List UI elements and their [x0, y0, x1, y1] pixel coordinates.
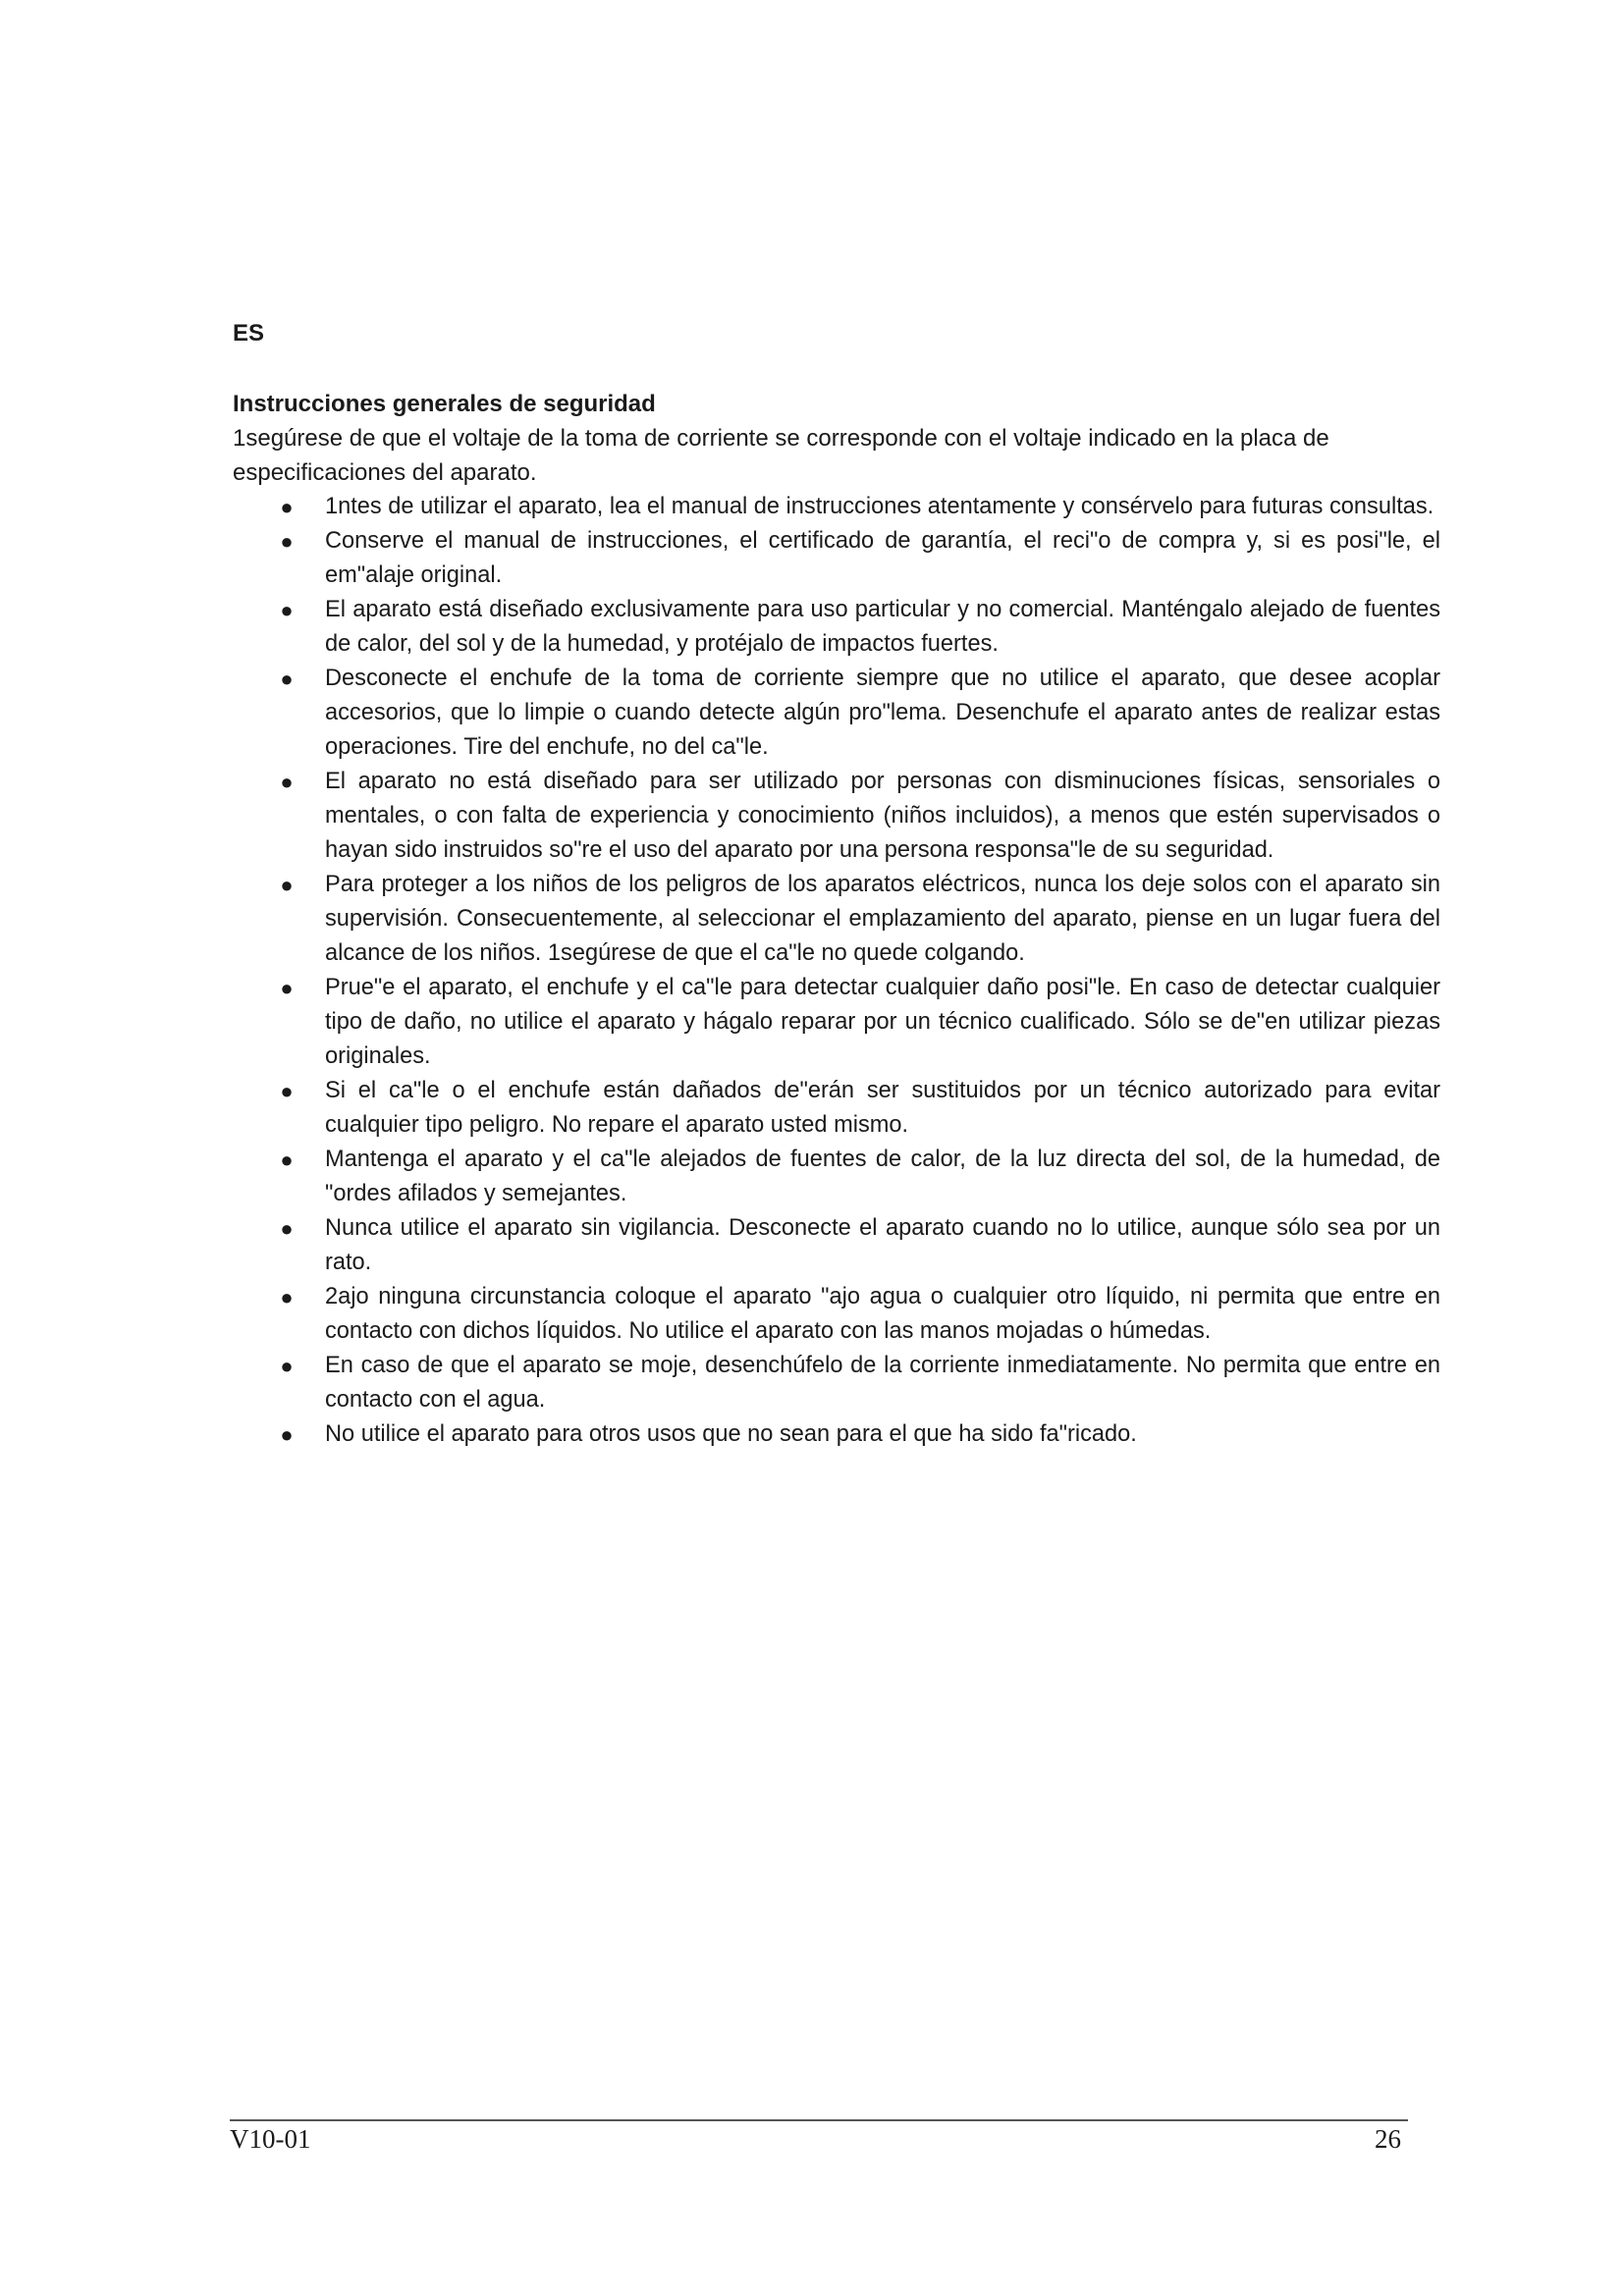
list-item-text: Para proteger a los niños de los peligros de los aparatos eléctricos, nunca los deje solos con el aparato sin supervisión. Consecuentemente, al seleccionar el emplazamiento del aparato, piense en un lugar fuera del alcance de los niños. 1segúrese de que el ca"le no quede colgando.	[325, 872, 1440, 966]
bullet-icon: ●	[280, 976, 294, 1000]
list-item-text: Nunca utilice el aparato sin vigilancia. Desconecte el aparato cuando no lo utilice, aunque sólo sea por un rato.	[325, 1215, 1440, 1275]
document-version: V10-01	[230, 2124, 311, 2154]
list-item	[233, 524, 1440, 593]
bullet-icon: ●	[280, 1079, 294, 1103]
bullet-icon: ●	[280, 529, 294, 554]
page-number: 26	[1375, 2124, 1401, 2154]
list-item	[233, 765, 1440, 868]
footer-divider	[230, 2119, 1408, 2121]
list-item-text: Prue"e el aparato, el enchufe y el ca"le para detectar cualquier daño posi"le. En caso de detectar cualquier tipo de daño, no utilice el aparato y hágalo reparar por un técnico cualificado. Sólo se de"en utilizar piezas originales.	[325, 975, 1440, 1069]
bullet-icon: ●	[280, 873, 294, 897]
list-item-text: El aparato está diseñado exclusivamente para uso particular y no comercial. Manténgalo alejado de fuentes de calor, del sol y de la humedad, y protéjalo de impactos fuertes.	[325, 597, 1440, 657]
list-item-text: No utilice el aparato para otros usos que no sean para el que ha sido fa"ricado.	[325, 1421, 1137, 1447]
safety-instructions-list	[233, 490, 1440, 1452]
bullet-icon: ●	[280, 770, 294, 794]
bullet-icon: ●	[280, 1354, 294, 1378]
language-label: ES	[233, 320, 265, 347]
bullet-icon: ●	[280, 495, 294, 519]
intro-paragraph: 1segúrese de que el voltaje de la toma de corriente se corresponde con el voltaje indicado en la placa de especificaciones del aparato.	[233, 425, 1329, 486]
section-title: Instrucciones generales de seguridad	[233, 391, 656, 417]
list-item-text: En caso de que el aparato se moje, desenchúfelo de la corriente inmediatamente. No permita que entre en contacto con el agua.	[325, 1353, 1440, 1413]
list-item	[233, 1074, 1440, 1143]
list-item-text: Desconecte el enchufe de la toma de corriente siempre que no utilice el aparato, que desee acoplar accesorios, que lo limpie o cuando detecte algún pro"lema. Desenchufe el aparato antes de realizar estas operaciones. Tire del enchufe, no del ca"le.	[325, 666, 1440, 760]
list-item	[233, 971, 1440, 1074]
list-item	[233, 868, 1440, 971]
list-item	[233, 1143, 1440, 1211]
list-item-text: El aparato no está diseñado para ser utilizado por personas con disminuciones físicas, sensoriales o mentales, o con falta de experiencia y conocimiento (niños incluidos), a menos que estén supervisados o hayan sido instruidos so"re el uso del aparato por una persona responsa"le de su seguridad.	[325, 769, 1440, 863]
list-item	[233, 593, 1440, 662]
list-item	[233, 1417, 1440, 1452]
bullet-icon: ●	[280, 1285, 294, 1309]
bullet-icon: ●	[280, 1216, 294, 1241]
list-item	[233, 1211, 1440, 1280]
bullet-icon: ●	[280, 598, 294, 622]
list-item	[233, 662, 1440, 765]
bullet-icon: ●	[280, 667, 294, 691]
list-item-text: Si el ca"le o el enchufe están dañados de"erán ser sustituidos por un técnico autorizado para evitar cualquier tipo peligro. No repare el aparato usted mismo.	[325, 1078, 1440, 1138]
bullet-icon: ●	[280, 1148, 294, 1172]
list-item-text: Mantenga el aparato y el ca"le alejados de fuentes de calor, de la luz directa del sol, de la humedad, de "ordes afilados y semejantes.	[325, 1147, 1440, 1206]
list-item	[233, 1280, 1440, 1349]
list-item-text: Conserve el manual de instrucciones, el certificado de garantía, el reci"o de compra y, si es posi"le, el em"alaje original.	[325, 528, 1440, 588]
list-item	[233, 490, 1440, 524]
list-item-text: 1ntes de utilizar el aparato, lea el manual de instrucciones atentamente y consérvelo para futuras consultas.	[325, 494, 1435, 519]
list-item	[233, 1349, 1440, 1417]
safety-section	[233, 387, 1440, 1452]
list-item-text: 2ajo ninguna circunstancia coloque el aparato "ajo agua o cualquier otro líquido, ni permita que entre en contacto con dichos líquidos. No utilice el aparato con las manos mojadas o húmedas.	[325, 1284, 1440, 1344]
bullet-icon: ●	[280, 1422, 294, 1447]
